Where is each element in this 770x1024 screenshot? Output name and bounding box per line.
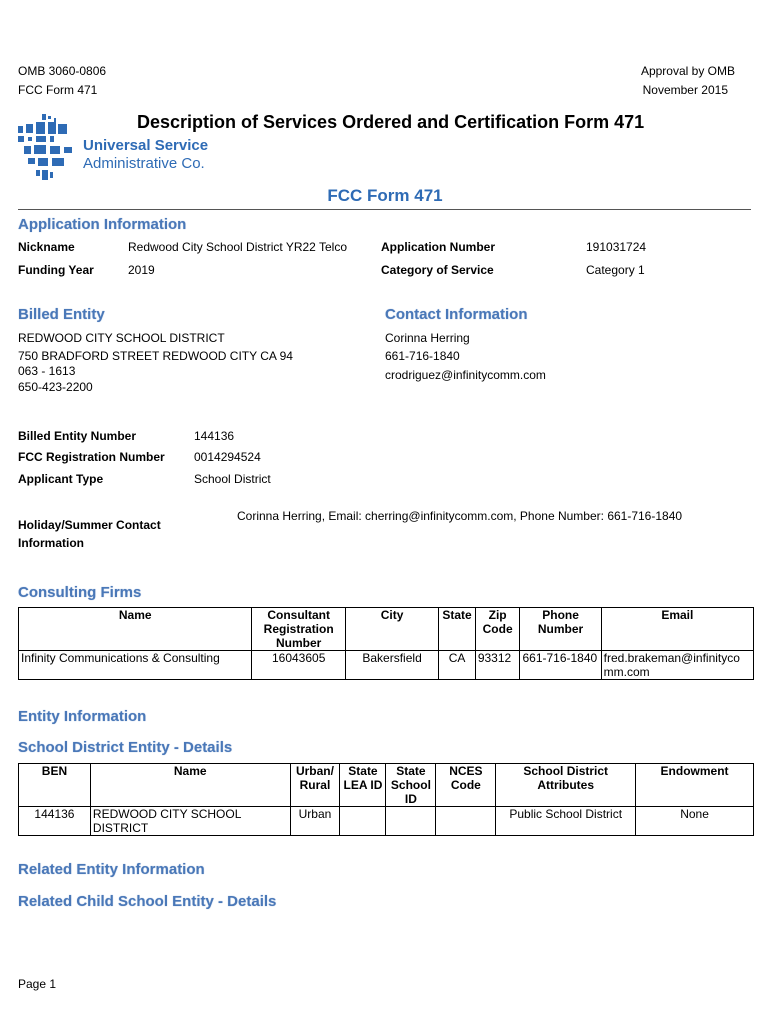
holiday-contact-label-1: Holiday/Summer Contact [18,518,161,532]
cell-email: fred.brakeman@infinityco mm.com [601,651,753,680]
document-title: Description of Services Ordered and Certification Form 471 [137,112,645,132]
cell-endowment: None [636,807,754,836]
entity-info-heading: Entity Information [18,708,147,725]
cell-nces [436,807,496,836]
school-district-heading: School District Entity - Details [18,739,233,756]
application-number-value: 191031724 [586,240,647,254]
col-header-registration: Consultant Registration Number [252,608,345,651]
table-row [19,807,754,836]
cell-urban-rural: Urban [290,807,340,836]
col-header-phone: Phone Number [520,608,601,651]
applicant-type-value: School District [194,472,271,486]
col-header-city: City [345,608,438,651]
col-header-nces: NCES Code [436,764,496,807]
fcc-registration-value: 0014294524 [194,450,261,464]
cell-zip: 93312 [475,651,520,680]
contact-phone: 661-716-1840 [385,349,460,363]
col-header-urban-rural: Urban/ Rural [290,764,340,807]
billed-entity-number-label: Billed Entity Number [18,429,137,443]
related-entity-heading: Related Entity Information [18,861,205,878]
cell-registration: 16043605 [252,651,345,680]
holiday-contact-value: Corinna Herring, Email: cherring@infinitycomm.com, Phone Number: 661-716-1840 [237,509,683,523]
usac-logo-mark-icon [14,112,78,184]
billed-entity-phone: 650-423-2200 [18,380,93,394]
fcc-registration-label: FCC Registration Number [18,450,165,464]
col-header-state-lea: State LEA ID [340,764,386,807]
funding-year-value: 2019 [128,263,155,277]
billed-entity-number-value: 144136 [194,429,235,443]
contact-email: crodriguez@infinitycomm.com [385,368,546,382]
table-row [19,651,754,680]
form-subtitle: FCC Form 471 [327,186,443,205]
category-label: Category of Service [381,263,494,277]
usac-logo [14,112,214,184]
cell-state: CA [439,651,476,680]
school-district-table [18,763,754,836]
application-number-label: Application Number [381,240,496,254]
application-info-heading: Application Information [18,216,187,233]
omb-approval-date: November 2015 [642,83,728,97]
cell-state-lea [340,807,386,836]
contact-name: Corinna Herring [385,331,470,345]
logo-line-1: Universal Service [83,137,209,154]
related-child-heading: Related Child School Entity - Details [18,893,277,910]
page-number: Page 1 [18,977,57,991]
col-header-name: Name [90,764,290,807]
nickname-label: Nickname [18,240,75,254]
col-header-attributes: School District Attributes [496,764,636,807]
col-header-zip: Zip Code [475,608,520,651]
cell-phone: 661-716-1840 [520,651,601,680]
billed-entity-address-1: 750 BRADFORD STREET REDWOOD CITY CA 94 [18,349,293,363]
nickname-value: Redwood City School District YR22 Telco [128,240,347,254]
cell-ben: 144136 [19,807,91,836]
col-header-name: Name [19,608,252,651]
header-divider [18,209,751,210]
billed-entity-address-2: 063 - 1613 [18,364,76,378]
omb-approval: Approval by OMB [640,64,735,78]
billed-entity-heading: Billed Entity [18,306,105,323]
holiday-contact-label-2: Information [18,536,84,550]
col-header-endowment: Endowment [636,764,754,807]
col-header-email: Email [601,608,753,651]
form-label: FCC Form 471 [18,83,98,97]
col-header-state: State [439,608,476,651]
cell-name: Infinity Communications & Consulting [19,651,252,680]
category-value: Category 1 [586,263,645,277]
table-header-row [19,764,754,807]
table-header-row [19,608,754,651]
logo-line-2: Administrative Co. [83,155,205,172]
cell-city: Bakersfield [345,651,438,680]
consulting-firms-heading: Consulting Firms [18,584,142,601]
contact-info-heading: Contact Information [385,306,528,323]
cell-state-school [386,807,436,836]
funding-year-label: Funding Year [18,263,94,277]
omb-number: OMB 3060-0806 [18,64,107,78]
cell-attributes: Public School District [496,807,636,836]
cell-name: REDWOOD CITY SCHOOL DISTRICT [90,807,290,836]
col-header-state-school: State School ID [386,764,436,807]
consulting-firms-table [18,607,754,680]
col-header-ben: BEN [19,764,91,807]
billed-entity-name: REDWOOD CITY SCHOOL DISTRICT [18,331,225,345]
applicant-type-label: Applicant Type [18,472,104,486]
